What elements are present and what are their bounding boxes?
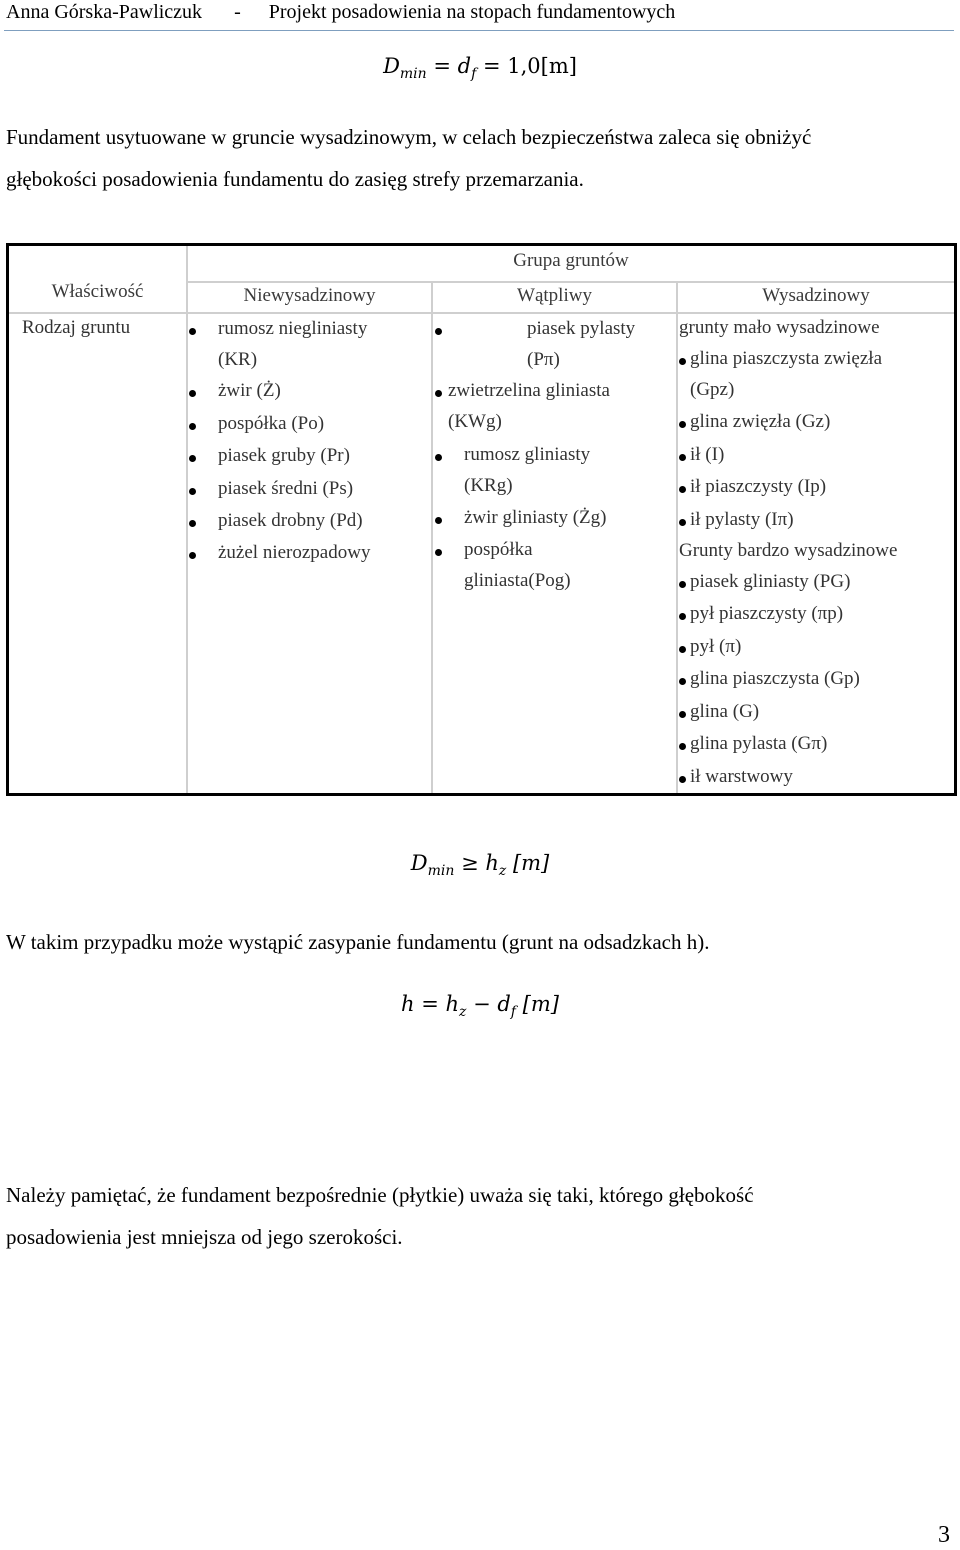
paragraph-shallow-line1: Należy pamiętać, że fundament bezpośrednie (płytkie) uważa się taki, którego głębokość [6,1183,754,1207]
soil-item: glina (G) [690,701,760,722]
bullet-icon [189,520,196,527]
soil-item: ił warstwowy [690,766,793,787]
eq3-op: − d [473,992,511,1016]
soil-item: zwietrzelina gliniasta [448,380,610,401]
soil-item: piasek pylasty [527,318,636,339]
bullet-icon [679,711,686,718]
soil-item: pospółka [464,539,533,560]
table-vline-3 [676,281,678,793]
eq3-unit: [m] [522,992,559,1016]
soil-item: rumosz niegliniasty [218,318,368,339]
equation-dmin-hz [0,851,960,879]
eq1-mid-sub: f [471,66,477,83]
soil-item: piasek drobny (Pd) [218,510,363,531]
header-author: Anna Górska-Pawliczuk [6,1,203,23]
bullet-icon [679,678,686,685]
eq2-op: ≥ h [461,851,499,875]
eq1-lhs-sub: min [399,66,427,83]
bullet-icon [679,776,686,783]
eq1-rhs: = 1,0[m] [482,54,577,78]
bullet-icon [679,421,686,428]
paragraph-backfill: W takim przypadku może wystąpić zasypanie fundamentu (grunt na odsadzkach h). [6,930,710,954]
eq3-lhs-sub: z [459,1004,467,1021]
soil-item: (KRg) [464,475,513,496]
header-title: Projekt posadowienia na stopach fundamentowych [268,1,676,23]
header-rule [4,30,954,31]
soil-item: rumosz gliniasty [464,444,591,465]
eq2-lhs-sub: min [427,863,455,880]
paragraph-frost-line2: głębokości posadowienia fundamentu do zasięg strefy przemarzania. [6,167,584,191]
soil-item: ił (I) [690,444,725,465]
soil-group-table [6,243,957,796]
bullet-icon [679,581,686,588]
table-col-header-1: Niewysadzinowy [243,285,376,306]
page-header [6,0,956,28]
table-row-label: Rodzaj gruntu [22,317,131,338]
table-vline-1 [186,246,188,793]
eq3-op-sub: f [510,1004,516,1021]
eq1-lhs: D [383,54,400,78]
bullet-icon [435,517,442,524]
soil-item: glina pylasta (Gπ) [690,733,828,754]
soil-subgroup-heading: Grunty bardzo wysadzinowe [679,540,898,561]
eq2-lhs: D [410,851,428,875]
soil-item: piasek średni (Ps) [218,478,354,499]
bullet-icon [679,613,686,620]
soil-item: glina piaszczysta (Gp) [690,668,860,689]
table-group-header: Grupa gruntów [513,250,629,271]
eq2-unit: [m] [512,851,550,875]
soil-item: żwir gliniasty (Żg) [464,507,607,528]
soil-item: glina piaszczysta zwięzła [690,348,883,369]
bullet-icon [679,358,686,365]
table-hline-group [186,281,954,283]
soil-item: (KR) [218,349,258,370]
equation-h [0,992,960,1020]
bullet-icon [435,390,442,397]
paragraph-shallow-foundation [6,1174,946,1258]
eq3-lhs: h = h [401,992,459,1016]
bullet-icon [679,743,686,750]
bullet-icon [189,455,196,462]
soil-item: glina zwięzła (Gz) [690,411,831,432]
soil-item: żwir (Ż) [218,380,281,401]
soil-item: żużel nierozpadowy [218,542,371,563]
soil-item: ił pylasty (Iπ) [690,509,794,530]
equation-dmin-df [0,54,960,82]
soil-item: pył (π) [690,636,742,657]
header-separator: - [234,1,241,23]
soil-item: piasek gruby (Pr) [218,445,350,466]
page-number: 3 [938,1522,950,1548]
table-col-header-2: Wątpliwy [517,285,592,306]
bullet-icon [679,454,686,461]
bullet-icon [435,549,442,556]
soil-item: pospółka (Po) [218,413,325,434]
table-property-header: Właściwość [51,281,144,302]
bullet-icon [189,328,196,335]
bullet-icon [189,390,196,397]
table-hline-header [9,312,954,314]
bullet-icon [189,423,196,430]
bullet-icon [435,454,442,461]
eq2-op-sub: z [498,863,507,880]
soil-subgroup-heading: grunty mało wysadzinowe [679,317,880,338]
bullet-icon [189,488,196,495]
paragraph-frost-line1: Fundament usytuowane w gruncie wysadzinowym, w celach bezpieczeństwa zaleca się obniżyć [6,125,812,149]
paragraph-frost [6,116,946,200]
soil-item: pył piaszczysty (πp) [690,603,844,624]
soil-item: (Pπ) [527,349,560,370]
soil-item: ił piaszczysty (Ip) [690,476,827,497]
soil-item: piasek gliniasty (PG) [690,571,851,592]
bullet-icon [679,646,686,653]
bullet-icon [435,328,442,335]
soil-item: (Gpz) [690,379,735,400]
table-col-header-3: Wysadzinowy [762,285,870,306]
bullet-icon [679,519,686,526]
table-vline-2 [431,281,433,793]
bullet-icon [679,486,686,493]
paragraph-shallow-line2: posadowienia jest mniejsza od jego szerokości. [6,1225,403,1249]
eq1-mid: = d [433,54,472,78]
soil-item: (KWg) [448,411,502,432]
bullet-icon [189,552,196,559]
soil-item: gliniasta(Pog) [464,570,571,591]
